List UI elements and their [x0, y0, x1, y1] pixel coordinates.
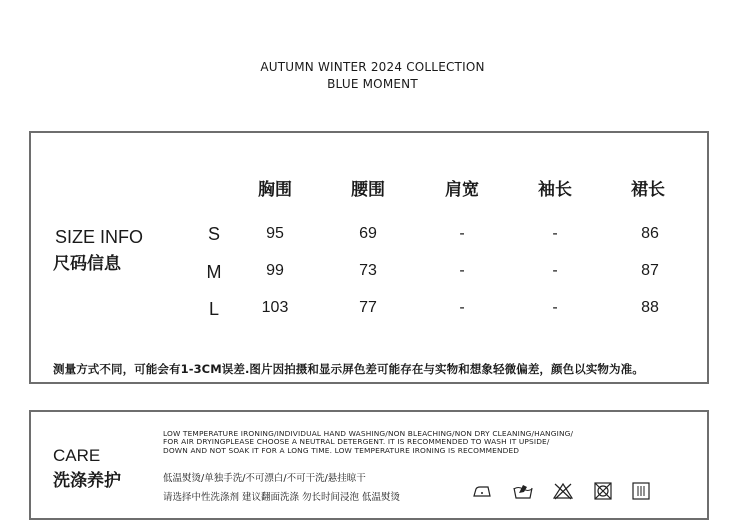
no-dry-clean-icon: [592, 481, 614, 501]
care-title: CARE: [53, 446, 101, 465]
table-cell: 99: [266, 262, 284, 279]
table-cell: 103: [261, 299, 289, 316]
collection-subtitle: BLUE MOMENT: [327, 77, 418, 91]
table-cell: 77: [359, 299, 377, 316]
size-label-l: L: [208, 299, 219, 319]
column-header-sleeve: 袖长: [538, 180, 572, 200]
column-header-shoulder: 肩宽: [445, 180, 479, 200]
table-cell: -: [552, 262, 558, 279]
care-instructions-cn: 低温熨烫/单独手洗/不可漂白/不可干洗/悬挂晾干: [163, 473, 366, 484]
care-panel: [29, 410, 709, 520]
size-info-title: SIZE INFO: [55, 227, 144, 247]
care-title-cn: 洗涤养护: [53, 471, 121, 491]
table-cell: 87: [641, 262, 659, 279]
care-tips-cn: 请选择中性洗涤剂 建议翻面洗涤 勿长时间浸泡 低温熨烫: [163, 492, 401, 503]
column-header-length: 裙长: [631, 180, 665, 200]
collection-title: AUTUMN WINTER 2024 COLLECTION: [260, 60, 485, 74]
care-instructions-en: LOW TEMPERATURE IRONING/INDIVIDUAL HAND WASHING/NON BLEACHING/NON DRY CLEANING/HANGING/ FOR AIR DRYINGPLEASE CHOOSE A NEUTRAL DETERGENT. IT IS RECOMMENDED TO WASH IT UPSIDE/ DOWN AND NOT SOAK IT FOR A LONG TIME. LOW TEMPERATURE IRONING IS RECOMMENDED: [163, 429, 574, 455]
measurement-note: 测量方式不同，可能会有1-3CM误差.图片因拍摄和显示屏色差可能存在与实物和想象轻微偏差，颜色以实物为准。: [53, 362, 644, 376]
table-cell: 69: [359, 225, 377, 242]
hang-dry-icon: [630, 481, 652, 501]
table-cell: -: [459, 262, 465, 279]
table-cell: -: [552, 225, 558, 242]
column-header-waist: 腰围: [351, 180, 385, 200]
table-cell: -: [552, 299, 558, 316]
table-cell: 95: [266, 225, 284, 242]
table-cell: 73: [359, 262, 377, 279]
table-cell: 86: [641, 225, 659, 242]
hand-wash-icon: [512, 481, 534, 501]
no-bleach-icon: [552, 481, 574, 501]
size-label-s: S: [207, 224, 220, 244]
table-cell: -: [459, 225, 465, 242]
size-info-title-cn: 尺码信息: [53, 254, 121, 274]
table-cell: 88: [641, 299, 659, 316]
table-cell: -: [459, 299, 465, 316]
size-info-panel: [29, 131, 709, 384]
iron-low-icon: [471, 481, 493, 501]
column-header-bust: 胸围: [258, 180, 292, 200]
size-label-m: M: [206, 262, 222, 282]
